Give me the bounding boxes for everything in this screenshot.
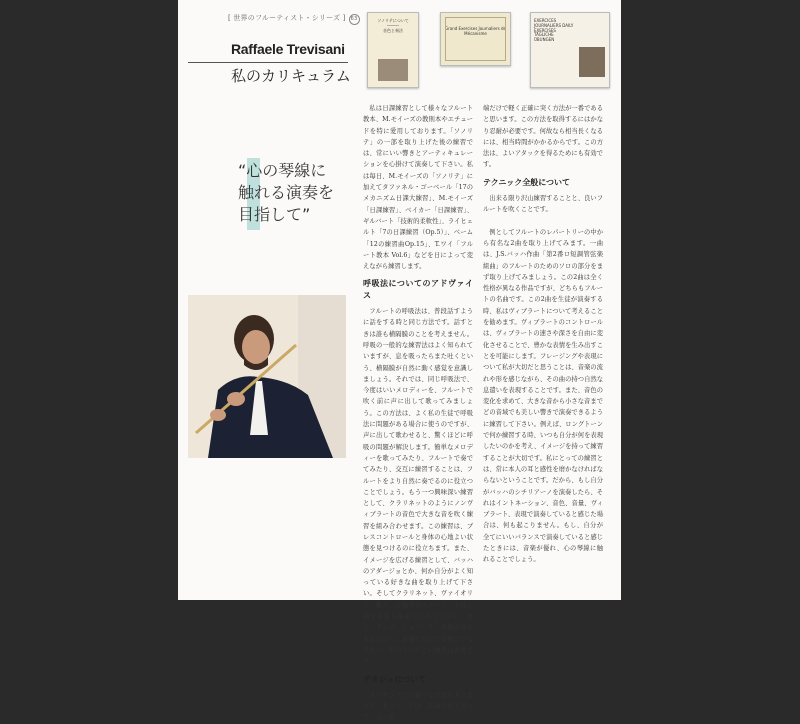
title-rule [188,62,348,63]
section-heading: 呼吸法についてのアドヴァイス [363,279,473,300]
pull-quote [238,160,334,226]
section-heading: デタシェについて [363,674,427,684]
series-header [228,13,360,25]
paragraph: 端だけで軽く正確に突く方法が一番であると思います。この方法を取得するにはかなり忍耐が必要です。何故なら相当長くなるには、相当時間がかかるからです。この方法は、よいアタックを得るためにも有効です。 [483,105,603,169]
magazine-page [178,0,621,722]
paragraph: フルートの呼吸法は、普段話すように話をする時と同じ方法です。話すときは誰も横隔膜のことを考えません。呼吸の一般的な練習法はよく知られていますが、息を吸ったらまた吐くという、横隔膜が自然に動く感覚を意識しましょう。それでは、同じ呼吸法で、今度はいいメロディーを、フルートで吹く前に声に出して歌ってみましょう。この方法は、よく私の生徒で呼吸法に問題がある場合に使うのですが、声に出して歌わせると、驚くほどに呼吸の問題が解決します。簡単なメロディーを歌ってみたり、フルートで奏でてみたり、交互に練習することは、フルートをより自然に奏でるのに役立つことでしょう。もう一つ興味深い練習として、クラリネットのようにノンヴィブラートの音色で大きな音を吹く練習を組み合わせます。この練習は、ブレスコントロールと身体の心地よい状態を見つけるのに役立ちます。また、イメージを広げる練習として、バッハのアダージョとか、何か自分がよく知っている好きな曲を取り上げて下さい。そしてクラリネット、ヴァイオリン、歌手、合唱等をイメージして同じ曲を何度も演奏してみて下さい。また、テンポ、ニュアンス、表情の変化も忘れずに。音楽に対して柔軟でいるために、私にとってこの練習は重要です。 [363,308,473,666]
article-column-left [363,103,473,724]
book-portrait-image [378,59,408,81]
page-number: 63 [349,14,360,25]
quote-line: “心の琴線に [238,161,327,180]
flutist-photo [188,295,346,458]
book-cover-sonority [367,12,419,88]
book-title: ソノリテについて ――― 音色と奏法 [377,18,409,33]
series-label: [ 世界のフルーティスト・シリーズ ] [228,14,346,22]
quote-line: 目指して” [238,205,311,224]
paragraph: 例としてフルートのレパートリーの中から有名な2曲を取り上げてみます。一曲は、J.S.バッハ作曲「第2番ロ短調管弦楽組曲」のフルートのためのソロの部分をまず取り上げてみましょう。この2曲は全く性格が異なる作品ですが、どちらもフルートの名曲です。この2曲を生徒が演奏する時、私はヴィブラートについて考えることを勧めます。ヴィブラートのコントロールは、ヴィブラートの速さや深さを自由に変化させることで、豊かな表情を生み出すことを可能にします。フレージングや表現について私が大切だと思うことは、音楽の流れや形を感じながら、その曲の持つ自然な息遣いを表現することです。また、音色の変化を求めて、大きな音から小さな音までどの音域でも美しい響きで演奏できるように練習して下さい。例えば、ロングトーンで何か練習する時、いつも自分が何を表現したいのかを考え、イメージを持って練習することが大切です。私にとっての練習とは、常に本人の耳と感性を磨かなければならないということです。だから、もし自分がバッハのシチリアーノを演奏したら、それはイントネーション、音色、音量、ヴィブラート、表現で演奏していると感じた場合は、何も起こりません。もし、自分が全てにいいバランスで演奏していると感じたときには、音楽が優れ、心の琴線に触れることでしょう。 [483,228,603,564]
book-cover-exercises [440,12,511,66]
book-cover-daily-exercises [530,12,610,88]
section-heading: テクニック全般について [483,177,571,187]
quote-line: 触れる演奏を [238,183,335,202]
book-title: Grand Exercises Journaliers de Mécanisme [445,26,506,36]
paragraph: タンギングには様々な方法がありますが、私にとっては、前歯の後ろ辺りで、舌の先 [363,691,473,722]
author-name: Raffaele Trevisani [231,41,345,57]
book-portrait-image [579,47,605,77]
article-column-right [483,103,603,566]
paragraph: 出来る限り沢山練習することと、良いフルートを吹くことです。 [483,195,603,214]
article-subtitle: 私のカリキュラム [231,67,351,85]
book-title: EXERCICES JOURNALIERS DAILY EXERCISES TÄGLICHE ÜBUNGEN [534,18,574,43]
book-frame [445,17,506,61]
paragraph: 私は日課練習として様々なフルート教本、M.モイーズの教則本やエチュードを特に愛用しております。「ソノリテ」の一部を取り上げた後の練習では、常にいい響きとアーティキュレーションを心掛けて演奏して下さい。私は毎日、M.モイーズの「ソノリテ」に加えてタファネル・ゴーベール「17のメカニズム日課大練習」、M.モイーズ「日課練習」、ベイカー「日課練習」、ギルバート「技術的柔軟性」、ライヒェルト「7の日課練習（Op.5）」、ベーム「12の練習曲Op.15」、T.ワイ「フルート教本 Vol.6」などを日によって変えながら練習します。 [363,105,473,271]
